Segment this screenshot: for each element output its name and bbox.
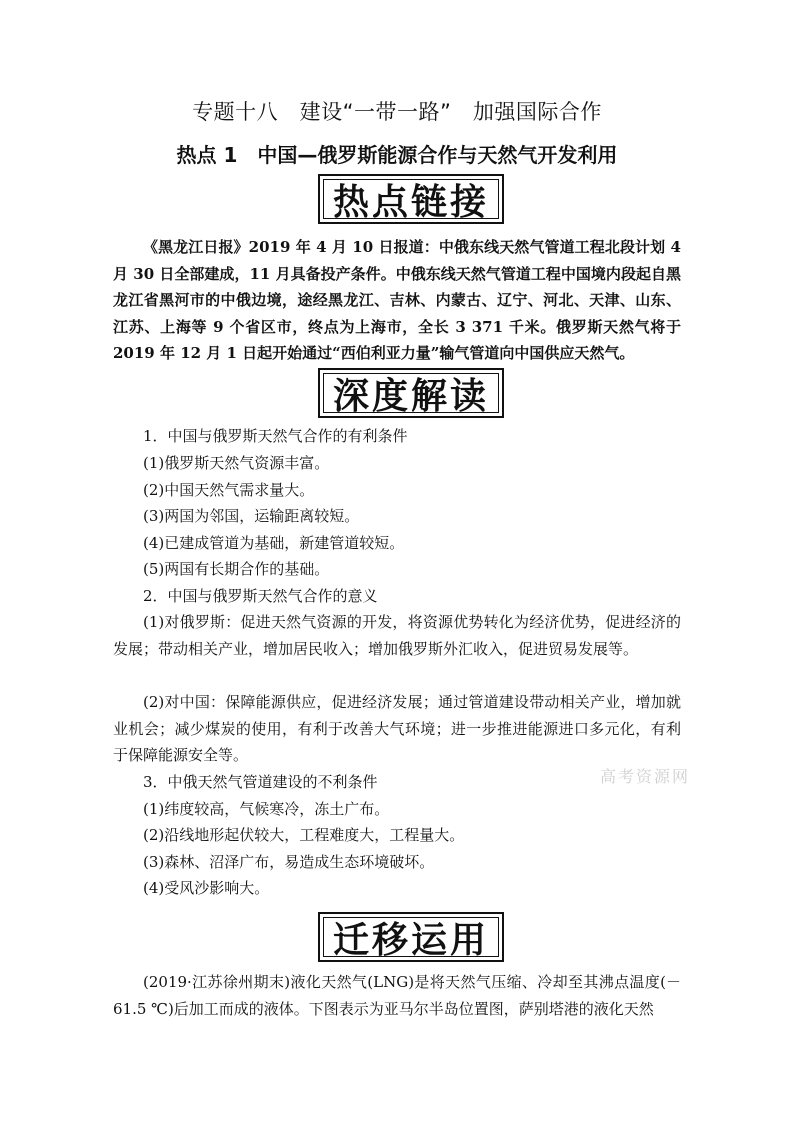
list-item: (3)森林、沼泽广布，易造成生态环境破坏。 bbox=[143, 853, 435, 871]
list-item: (2)沿线地形起伏较大，工程难度大，工程量大。 bbox=[143, 826, 465, 844]
list-item: (2)中国天然气需求量大。 bbox=[143, 481, 315, 499]
deep-heading-2: 2．中国与俄罗斯天然气合作的意义 bbox=[143, 587, 378, 605]
list-item: (1)俄罗斯天然气资源丰富。 bbox=[143, 454, 330, 472]
list-item: (4)已建成管道为基础，新建管道较短。 bbox=[143, 534, 405, 552]
hot-link-paragraph: 《黑龙江日报》2019 年 4 月 10 日报道：中俄东线天然气管道工程北段计划 4 月 30 日全部建成，11 月具备投产条件。中俄东线天然气管道工程中国境内段起自黑龙江省黑河市的中俄边境，途经黑龙江、吉林、内蒙古、辽宁、河北、天津、山东、江苏、上海等 9 个省区市，终点为上海市，全长 3 371 千米。俄罗斯天然气将于 2019 年 12 月 1 日起开始通过“西伯利亚力量”输气管道向中国供应天然气。 bbox=[113, 238, 681, 362]
list-item: (5)两国有长期合作的基础。 bbox=[143, 560, 330, 578]
deep-paragraph-russia: (1)对俄罗斯：促进天然气资源的开发，将资源优势转化为经济优势，促进经济的发展；带动相关产业，增加居民收入；增加俄罗斯外汇收入，促进贸易发展等。 bbox=[113, 613, 681, 658]
page-subtitle: 热点 1 中国—俄罗斯能源合作与天然气开发利用 bbox=[176, 143, 618, 167]
list-item: (4)受风沙影响大。 bbox=[143, 879, 270, 897]
deep-heading-1: 1．中国与俄罗斯天然气合作的有利条件 bbox=[143, 427, 408, 445]
watermark: 高考资源网 bbox=[600, 767, 691, 786]
list-item: (3)两国为邻国，运输距离较短。 bbox=[143, 507, 360, 525]
section-heading-apply: 迁移运用 bbox=[318, 912, 504, 962]
page-title: 专题十八 建设“一带一路” 加强国际合作 bbox=[192, 100, 602, 124]
deep-heading-3: 3．中俄天然气管道建设的不利条件 bbox=[143, 773, 378, 791]
list-item: (1)纬度较高，气候寒冷，冻土广布。 bbox=[143, 800, 390, 818]
section-heading-deep-read: 深度解读 bbox=[318, 368, 504, 418]
deep-paragraph-china: (2)对中国：保障能源供应，促进经济发展；通过管道建设带动相关产业，增加就业机会；减少煤炭的使用，有利于改善大气环境；进一步推进能源进口多元化，有利于保障能源安全等。 bbox=[113, 693, 681, 764]
section-heading-hot-link: 热点链接 bbox=[318, 174, 504, 224]
apply-paragraph: (2019·江苏徐州期末)液化天然气(LNG)是将天然气压缩、冷却至其沸点温度(－61.5 ℃)后加工而成的液体。下图表示为亚马尔半岛位置图，萨别塔港的液化天然 bbox=[113, 973, 681, 1018]
